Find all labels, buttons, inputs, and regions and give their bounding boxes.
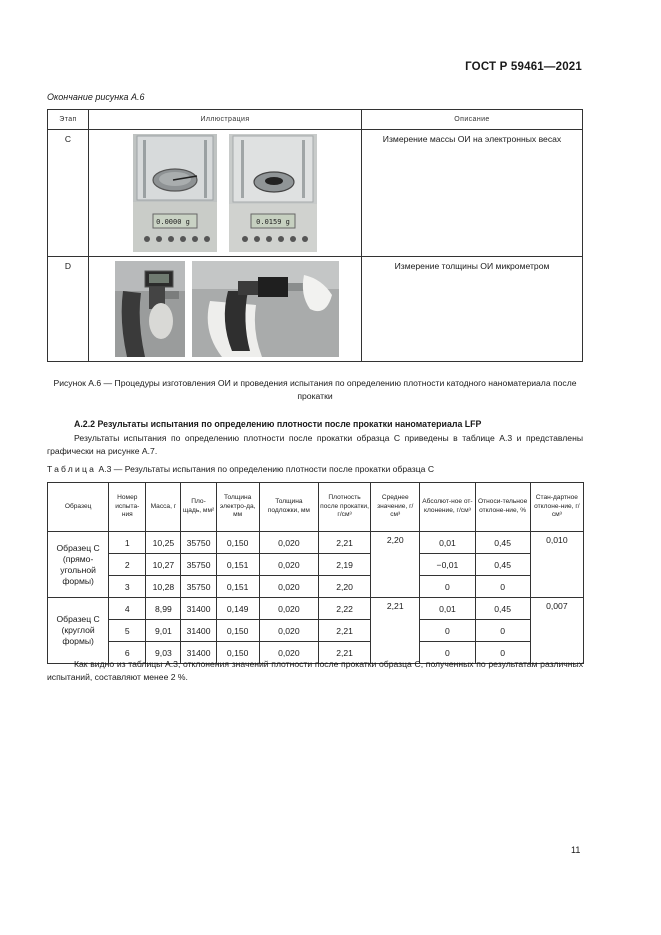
table-title [47, 464, 434, 474]
cell-substrate: 0,020 [259, 532, 318, 554]
header-substrate-thickness: Толщина подложки, мм [259, 483, 318, 532]
header-electrode-thickness: Толщина электро-да, мм [216, 483, 259, 532]
cell-mass: 9,03 [146, 642, 181, 664]
header-rel-deviation: Относи-тельное отклоне-ние, % [475, 483, 530, 532]
header-abs-deviation: Абсолют-ное от-клонение, г/см³ [420, 483, 475, 532]
figure-table [47, 109, 583, 362]
cell-std-deviation: 0,010 [530, 532, 583, 598]
cell-mean: 2,21 [371, 598, 420, 664]
header-density: Плотность после прокатки, г/см³ [318, 483, 370, 532]
table-row [48, 620, 584, 642]
conclusion-paragraph: Как видно из таблицы А.3, отклонения значений плотности после прокатки образца С, полученных по результатам различных испытаний, составляют менее 2 %. [47, 659, 583, 682]
cell-electrode: 0,150 [216, 620, 259, 642]
section-heading: А.2.2 Результаты испытания по определению плотности после прокатки наноматериала LFP [74, 419, 482, 429]
description-text: Измерение массы ОИ на электронных весах [362, 130, 583, 257]
stage-label: C [48, 130, 89, 257]
page-number: 11 [571, 845, 581, 855]
sample-name: Образец С (прямо-угольной формы) [48, 532, 109, 598]
column-header-stage: Этап [48, 110, 89, 130]
balance-photo-sample [229, 134, 317, 252]
cell-area: 35750 [181, 554, 216, 576]
cell-electrode: 0,151 [216, 554, 259, 576]
cell-density: 2,21 [318, 642, 370, 664]
table-row [48, 532, 584, 554]
cell-test-number: 3 [109, 576, 146, 598]
cell-electrode: 0,151 [216, 576, 259, 598]
header-area: Пло-щадь, мм² [181, 483, 216, 532]
cell-area: 31400 [181, 642, 216, 664]
table-row [48, 554, 584, 576]
cell-density: 2,22 [318, 598, 370, 620]
cell-density: 2,21 [318, 620, 370, 642]
figure-table-header [48, 110, 583, 130]
cell-abs-deviation: 0,01 [420, 598, 475, 620]
cell-test-number: 1 [109, 532, 146, 554]
figure-continuation-label: Окончание рисунка А.6 [47, 92, 145, 102]
cell-rel-deviation: 0 [475, 576, 530, 598]
table-title-label: Таблица [47, 464, 97, 474]
balance-readout-2: 0.0159 g [256, 218, 290, 226]
cell-density: 2,20 [318, 576, 370, 598]
document-code: ГОСТ Р 59461—2021 [465, 61, 582, 73]
table-row [48, 598, 584, 620]
cell-std-deviation: 0,007 [530, 598, 583, 664]
cell-abs-deviation: 0 [420, 576, 475, 598]
cell-area: 35750 [181, 576, 216, 598]
cell-area: 31400 [181, 620, 216, 642]
cell-abs-deviation: 0,01 [420, 532, 475, 554]
figure-row-d [48, 257, 583, 362]
cell-mean: 2,20 [371, 532, 420, 598]
cell-area: 31400 [181, 598, 216, 620]
cell-test-number: 5 [109, 620, 146, 642]
illustration-cell [89, 257, 362, 362]
illustration-cell [89, 130, 362, 257]
table-title-text: А.3 — Результаты испытания по определению плотности после прокатки образца С [96, 464, 435, 474]
header-sample: Образец [48, 483, 109, 532]
cell-substrate: 0,020 [259, 598, 318, 620]
cell-rel-deviation: 0 [475, 642, 530, 664]
cell-electrode: 0,150 [216, 532, 259, 554]
cell-electrode: 0,150 [216, 642, 259, 664]
balance-readout-1: 0.0000 g [156, 218, 190, 226]
cell-mass: 10,25 [146, 532, 181, 554]
figure-caption: Рисунок А.6 — Процедуры изготовления ОИ и проведения испытания по определению плотности катодного наноматериала после прокатки [53, 378, 577, 401]
cell-test-number: 6 [109, 642, 146, 664]
cell-test-number: 4 [109, 598, 146, 620]
cell-rel-deviation: 0,45 [475, 532, 530, 554]
density-results-table [47, 482, 584, 664]
cell-substrate: 0,020 [259, 554, 318, 576]
figure-row-c [48, 130, 583, 257]
cell-abs-deviation: 0 [420, 620, 475, 642]
column-header-illustration: Иллюстрация [89, 110, 362, 130]
header-mass: Масса, г [146, 483, 181, 532]
stage-label: D [48, 257, 89, 362]
cell-mass: 10,27 [146, 554, 181, 576]
description-text: Измерение толщины ОИ микрометром [362, 257, 583, 362]
column-header-description: Описание [362, 110, 583, 130]
micrometer-photo-2 [192, 261, 339, 357]
cell-rel-deviation: 0,45 [475, 598, 530, 620]
cell-electrode: 0,149 [216, 598, 259, 620]
cell-rel-deviation: 0,45 [475, 554, 530, 576]
cell-rel-deviation: 0 [475, 620, 530, 642]
cell-mass: 9,01 [146, 620, 181, 642]
header-mean: Среднее значение, г/см³ [371, 483, 420, 532]
cell-density: 2,19 [318, 554, 370, 576]
header-std-deviation: Стан-дартное отклоне-ние, г/см³ [530, 483, 583, 532]
cell-substrate: 0,020 [259, 576, 318, 598]
sample-name: Образец С (круглой формы) [48, 598, 109, 664]
cell-abs-deviation: −0,01 [420, 554, 475, 576]
header-test-number: Номер испыта-ния [109, 483, 146, 532]
table-header-row [48, 483, 584, 532]
cell-mass: 10,28 [146, 576, 181, 598]
cell-density: 2,21 [318, 532, 370, 554]
cell-mass: 8,99 [146, 598, 181, 620]
cell-substrate: 0,020 [259, 642, 318, 664]
cell-substrate: 0,020 [259, 620, 318, 642]
balance-photo-empty [133, 134, 217, 252]
micrometer-photo-1 [115, 261, 185, 357]
section-paragraph: Результаты испытания по определению плотности после прокатки образца С приведены в таблице А.3 и представлены графически на рисунке А.7. [47, 433, 583, 456]
cell-area: 35750 [181, 532, 216, 554]
cell-abs-deviation: 0 [420, 642, 475, 664]
cell-test-number: 2 [109, 554, 146, 576]
table-row [48, 576, 584, 598]
